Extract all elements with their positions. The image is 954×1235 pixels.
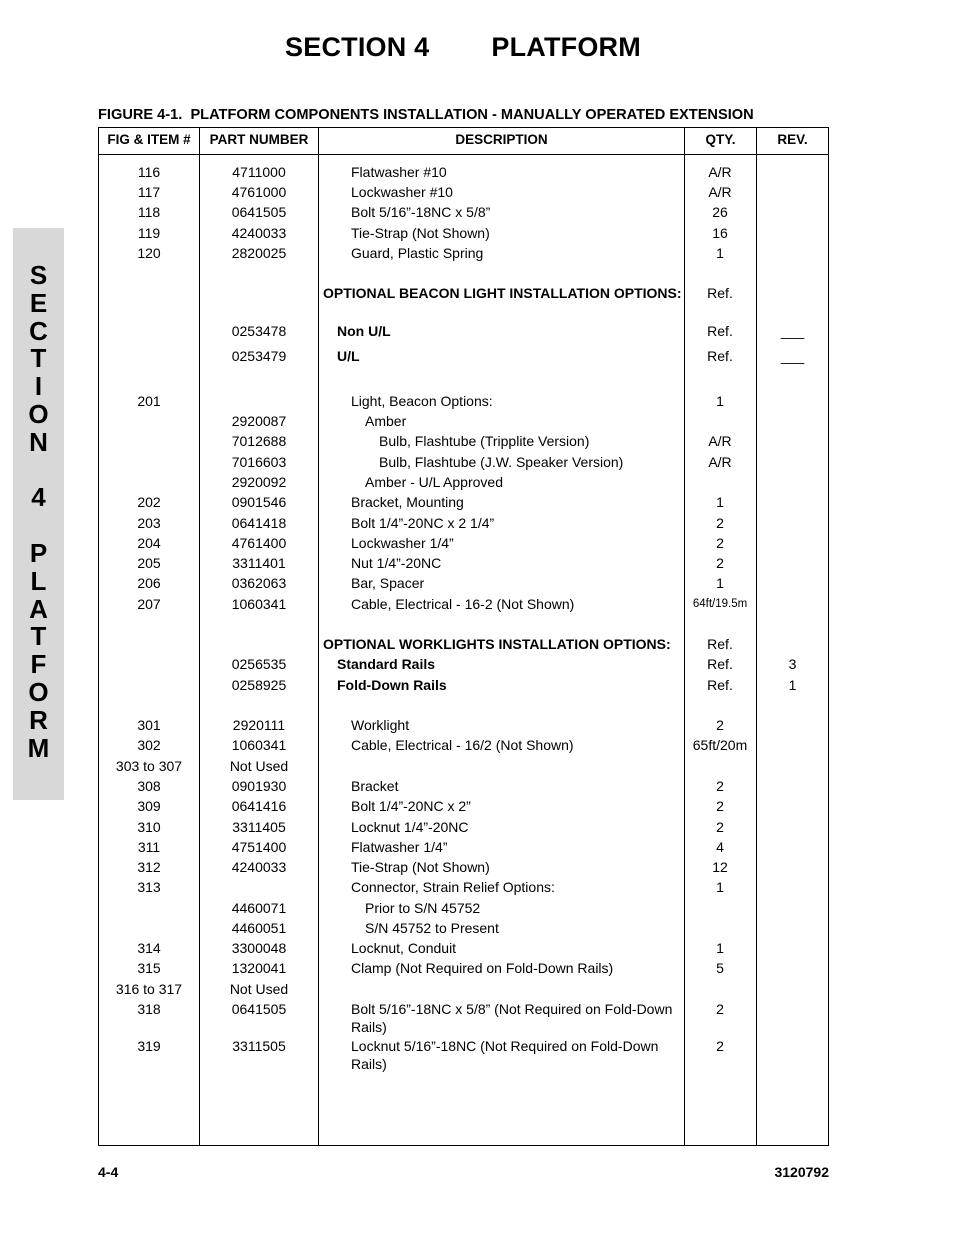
qty-cell: 4 <box>716 839 724 855</box>
description-cell: OPTIONAL BEACON LIGHT INSTALLATION OPTIONS: <box>323 285 682 301</box>
description-cell: Tie-Strap (Not Shown) <box>351 859 490 875</box>
description-cell: Prior to S/N 45752 <box>365 900 481 916</box>
fig-item-cell: 202 <box>137 494 161 510</box>
description-cell: Bar, Spacer <box>351 575 425 591</box>
description-cell: Bracket, Mounting <box>351 494 464 510</box>
qty-cell: 1 <box>716 494 724 510</box>
fig-item-cell: 303 to 307 <box>115 758 183 774</box>
qty-cell: A/R <box>708 164 732 180</box>
qty-cell: 64ft/19.5m <box>692 598 748 610</box>
qty-cell: 2 <box>716 798 724 814</box>
fig-item-cell: 302 <box>137 737 161 753</box>
description-cell: Bolt 1/4”-20NC x 2” <box>351 798 471 814</box>
part-number-cell: 1060341 <box>231 737 287 753</box>
qty-cell: 2 <box>716 1001 724 1017</box>
qty-cell: Ref. <box>707 677 733 693</box>
description-cell: Guard, Plastic Spring <box>351 245 484 261</box>
fig-item-cell: 319 <box>137 1038 161 1054</box>
part-number-cell: 2920087 <box>231 413 287 429</box>
part-number-cell: 4240033 <box>231 225 287 241</box>
part-number-cell: 3311505 <box>232 1038 286 1054</box>
qty-cell: Ref. <box>707 323 733 339</box>
page-number: 4-4 <box>98 1164 119 1180</box>
fig-item-cell: 309 <box>137 798 161 814</box>
parts-table <box>98 127 829 1146</box>
part-number-cell: 4711000 <box>232 164 286 180</box>
qty-cell: 2 <box>716 778 724 794</box>
description-cell: Lockwasher 1/4” <box>351 535 454 551</box>
part-number-cell: 4761400 <box>231 535 287 551</box>
fig-item-cell: 318 <box>137 1001 161 1017</box>
qty-cell: 1 <box>716 940 724 956</box>
description-cell: S/N 45752 to Present <box>365 920 499 936</box>
fig-item-cell: 117 <box>137 184 161 200</box>
fig-item-cell: 301 <box>137 717 161 733</box>
part-number-cell: 0362063 <box>231 575 287 591</box>
fig-item-cell: 119 <box>137 225 161 241</box>
part-number-cell: 0253479 <box>231 348 287 364</box>
fig-item-cell: 120 <box>137 245 161 261</box>
qty-cell: 65ft/20m <box>692 737 748 753</box>
qty-cell: 1 <box>716 575 724 591</box>
qty-cell: Ref. <box>707 656 733 672</box>
rev-cell: 1 <box>788 677 797 693</box>
qty-cell: 2 <box>716 819 724 835</box>
section-side-tab <box>13 228 64 800</box>
qty-cell: 2 <box>716 515 724 531</box>
qty-cell: 1 <box>716 393 724 409</box>
description-cell: Nut 1/4”-20NC <box>351 555 442 571</box>
fig-item-cell: 118 <box>137 204 161 220</box>
fig-item-cell: 310 <box>137 819 161 835</box>
qty-cell: 2 <box>716 535 724 551</box>
description-cell: Bracket <box>351 778 399 794</box>
description-cell: Cable, Electrical - 16/2 (Not Shown) <box>351 737 574 753</box>
qty-cell: A/R <box>708 454 732 470</box>
description-cell: Flatwasher 1/4” <box>351 839 448 855</box>
fig-item-cell: 205 <box>137 555 161 571</box>
side-tab-text: S E C T I O N 4 P L A T F O R M <box>27 260 50 763</box>
fig-item-cell: 311 <box>137 839 161 855</box>
qty-cell: Ref. <box>707 348 733 364</box>
qty-cell: 1 <box>716 245 724 261</box>
header-divider <box>99 154 828 155</box>
fig-item-cell: 201 <box>137 393 161 409</box>
description-cell: Light, Beacon Options: <box>351 393 493 409</box>
description-cell: U/L <box>337 348 360 364</box>
part-number-cell: 1060341 <box>231 596 287 612</box>
description-cell: Lockwasher #10 <box>351 184 453 200</box>
part-number-cell: Not Used <box>229 758 289 774</box>
part-number-cell: 0641505 <box>231 204 287 220</box>
description-cell: Bolt 5/16”-18NC x 5/8” <box>351 204 491 220</box>
fig-item-cell: 204 <box>137 535 161 551</box>
part-number-cell: 7012688 <box>231 433 287 449</box>
qty-cell: 16 <box>712 225 728 241</box>
description-cell: Amber <box>365 413 407 429</box>
section-name: PLATFORM <box>491 32 641 62</box>
part-number-cell: 4460051 <box>231 920 287 936</box>
description-cell: Bolt 1/4”-20NC x 2 1/4” <box>351 515 495 531</box>
part-number-cell: 4751400 <box>231 839 287 855</box>
fig-item-cell: 313 <box>137 879 161 895</box>
fig-item-cell: 308 <box>137 778 161 794</box>
part-number-cell: 4761000 <box>231 184 287 200</box>
fig-item-cell: 203 <box>137 515 161 531</box>
description-cell: Locknut 5/16”-18NC (Not Required on Fold-Down Rails) <box>351 1038 659 1072</box>
description-cell: Bulb, Flashtube (J.W. Speaker Version) <box>379 454 624 470</box>
rev-cell: ___ <box>780 323 805 339</box>
description-cell: Bulb, Flashtube (Tripplite Version) <box>379 433 590 449</box>
description-cell: Bolt 5/16”-18NC x 5/8” (Not Required on Fold-Down Rails) <box>351 1001 673 1035</box>
part-number-cell: 0641416 <box>231 798 287 814</box>
part-number-cell: 2920111 <box>232 717 286 733</box>
description-cell: Fold-Down Rails <box>337 677 447 693</box>
part-number-cell: 3311401 <box>232 555 286 571</box>
description-cell: Amber - U/L Approved <box>365 474 503 490</box>
column-divider <box>318 128 319 1145</box>
fig-item-cell: 206 <box>137 575 161 591</box>
fig-item-cell: 315 <box>137 960 161 976</box>
description-cell: OPTIONAL WORKLIGHTS INSTALLATION OPTIONS: <box>323 636 671 652</box>
part-number-cell: 2820025 <box>231 245 287 261</box>
part-number-cell: 1320041 <box>231 960 287 976</box>
part-number-cell: 7016603 <box>231 454 287 470</box>
header-rev: REV. <box>777 132 808 147</box>
fig-item-cell: 207 <box>137 596 161 612</box>
header-fig-item: FIG & ITEM # <box>107 132 191 147</box>
part-number-cell: 0901930 <box>231 778 287 794</box>
header-part-number: PART NUMBER <box>209 132 309 147</box>
part-number-cell: 0641418 <box>231 515 287 531</box>
column-divider <box>756 128 757 1145</box>
fig-item-cell: 116 <box>137 164 161 180</box>
description-cell: Standard Rails <box>337 656 436 672</box>
qty-cell: 2 <box>716 1038 724 1054</box>
part-number-cell: 3300048 <box>231 940 287 956</box>
description-cell: Connector, Strain Relief Options: <box>351 879 555 895</box>
qty-cell: 2 <box>716 717 724 733</box>
part-number-cell: 0901546 <box>231 494 287 510</box>
part-number-cell: 0258925 <box>231 677 287 693</box>
part-number-cell: 2920092 <box>231 474 287 490</box>
part-number-cell: 4240033 <box>231 859 287 875</box>
description-cell: Locknut 1/4”-20NC <box>351 819 469 835</box>
section-label: SECTION 4 <box>285 32 430 62</box>
header-description: DESCRIPTION <box>455 132 548 147</box>
part-number-cell: 4460071 <box>231 900 287 916</box>
page-title <box>0 32 926 63</box>
qty-cell: Ref. <box>707 285 733 301</box>
fig-item-cell: 316 to 317 <box>115 981 183 997</box>
header-qty: QTY. <box>705 132 736 147</box>
part-number-cell: Not Used <box>229 981 289 997</box>
qty-cell: A/R <box>708 184 732 200</box>
part-number-cell: 3311405 <box>232 819 286 835</box>
qty-cell: 12 <box>712 859 728 875</box>
fig-item-cell: 314 <box>137 940 161 956</box>
description-cell: Clamp (Not Required on Fold-Down Rails) <box>351 960 614 976</box>
qty-cell: A/R <box>708 433 732 449</box>
description-cell: Cable, Electrical - 16-2 (Not Shown) <box>351 596 575 612</box>
description-cell: Tie-Strap (Not Shown) <box>351 225 490 241</box>
part-number-cell: 0256535 <box>231 656 287 672</box>
description-cell: Flatwasher #10 <box>351 164 447 180</box>
part-number-cell: 0641505 <box>231 1001 287 1017</box>
fig-item-cell: 312 <box>137 859 161 875</box>
description-cell: Worklight <box>351 717 410 733</box>
rev-cell: ___ <box>780 348 805 364</box>
qty-cell: 2 <box>716 555 724 571</box>
qty-cell: 5 <box>716 960 724 976</box>
qty-cell: 26 <box>712 204 728 220</box>
document-number: 3120792 <box>774 1164 829 1180</box>
qty-cell: Ref. <box>707 636 733 652</box>
figure-title: FIGURE 4-1. PLATFORM COMPONENTS INSTALLATION - MANUALLY OPERATED EXTENSION <box>98 107 754 123</box>
part-number-cell: 0253478 <box>231 323 287 339</box>
description-cell: Non U/L <box>337 323 391 339</box>
description-cell: Locknut, Conduit <box>351 940 457 956</box>
qty-cell: 1 <box>716 879 724 895</box>
rev-cell: 3 <box>788 656 797 672</box>
